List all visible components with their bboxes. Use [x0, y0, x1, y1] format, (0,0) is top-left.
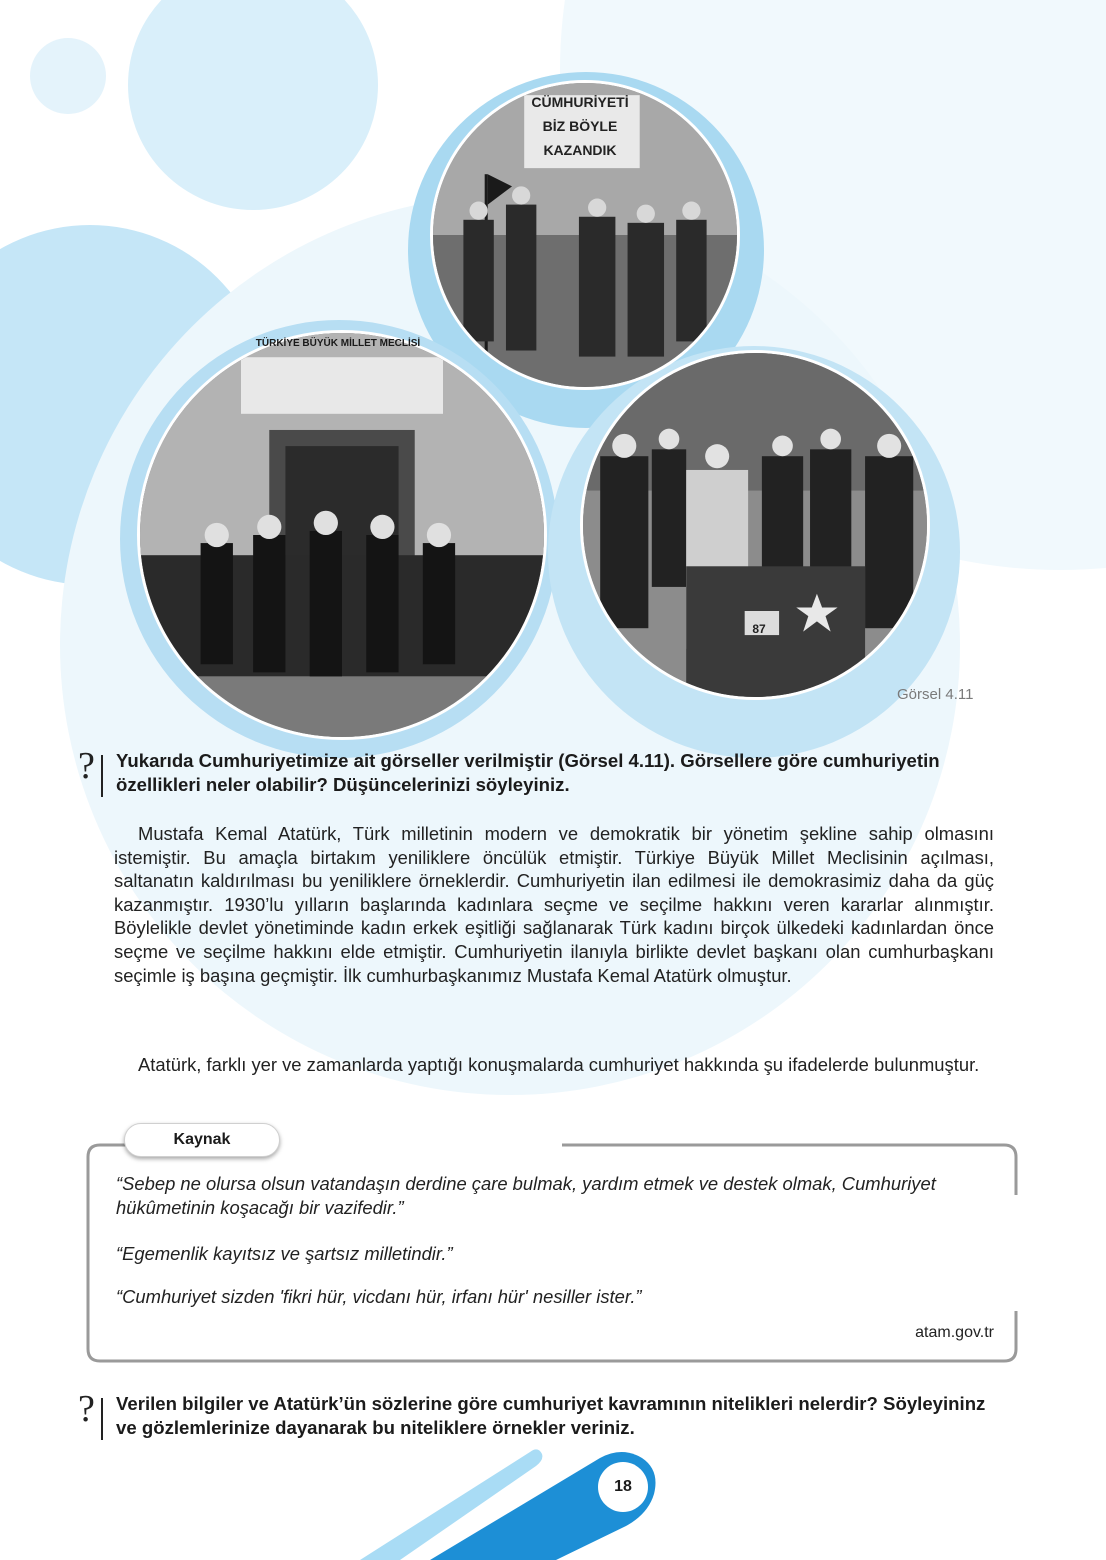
- question-2: [78, 1388, 1008, 1440]
- ballot-number: 87: [752, 622, 766, 636]
- bg-circle-small: [30, 38, 106, 114]
- source-link[interactable]: atam.gov.tr: [915, 1324, 994, 1341]
- photo-top-sign: CÜMHURİYETİ BİZ BÖYLE KAZANDIK: [531, 94, 629, 158]
- question-1-text: Yukarıda Cumhuriyetimize ait görseller verilmiştir (Görsel 4.11). Görsellere göre cumhuriyetin özellikleri neler olabilir? Düşüncelerinizi söyleyiniz.: [116, 750, 940, 795]
- question-divider: [101, 1398, 103, 1440]
- question-1: [78, 745, 1008, 797]
- question-2-text: Verilen bilgiler ve Atatürk’ün sözlerine göre cumhuriyet kavramının nitelikleri nelerdir? Söyleyininz ve gözlemlerinize dayanarak bu niteliklere örnekler veriniz.: [116, 1393, 986, 1438]
- photo-tbmm-sign: TÜRKİYE BÜYÜK MİLLET MECLİSİ: [255, 338, 421, 349]
- paragraph-1: [114, 822, 994, 987]
- paragraph-2: [114, 1053, 994, 1077]
- question-mark-icon: ?: [78, 1388, 95, 1430]
- paragraph-1-text: Mustafa Kemal Atatürk, Türk milletinin modern ve demokratik bir yönetim şekline sahip olmasını istemiştir. Bu amaçla birtakım yeniliklere öncülük etmiştir. Türkiye Büyük Millet Meclisinin açılması, saltanatın kaldırılması bu yeniliklere örneklerdir. Cumhuriyetin ilan edilmesi ile demokrasimiz daha da güç kazanmıştır. 1930’lu yılların başlarında kadınlara seçme ve seçilme hakkını veren kararlar alınmıştır. Böylelikle devlet yönetiminde kadın erkek eşitliği sağlanarak Türk kadını birçok ülkedeki kadınlardan önce seçme ve seçilme hakkını elde etmiştir. Cumhuriyetin ilanıyla birlikte devlet başkanı olan cumhurbaşkanı seçimle iş başına geçmiştir. İlk cumhurbaşkanımız Mustafa Kemal Atatürk olmuştur.: [114, 823, 994, 986]
- kaynak-tab-label: Kaynak: [173, 1131, 231, 1148]
- bg-circle-top-left: [128, 0, 378, 210]
- paragraph-2-text: Atatürk, farklı yer ve zamanlarda yaptığı konuşmalarda cumhuriyet hakkında şu ifadelerde bulunmuştur.: [138, 1054, 980, 1075]
- photo-oy-kullanma: [580, 350, 930, 700]
- figure-caption: Görsel 4.11: [897, 686, 974, 703]
- question-divider: [101, 755, 103, 797]
- quote-3: “Cumhuriyet sizden 'fikri hür, vicdanı hür, irfanı hür' nesiller ister.”: [116, 1286, 642, 1307]
- photo-tbmm: [137, 330, 547, 740]
- question-mark-icon: ?: [78, 745, 95, 787]
- quote-1: “Sebep ne olursa olsun vatandaşın derdine çare bulmak, yardım etmek ve destek olmak, Cumhuriyet hükûmetinin koşacağı bir vazifedir.”: [116, 1173, 936, 1218]
- kaynak-tab: [124, 1123, 280, 1157]
- page-number: 18: [598, 1462, 648, 1512]
- quote-2: “Egemenlik kayıtsız ve şartsız milletindir.”: [116, 1243, 453, 1264]
